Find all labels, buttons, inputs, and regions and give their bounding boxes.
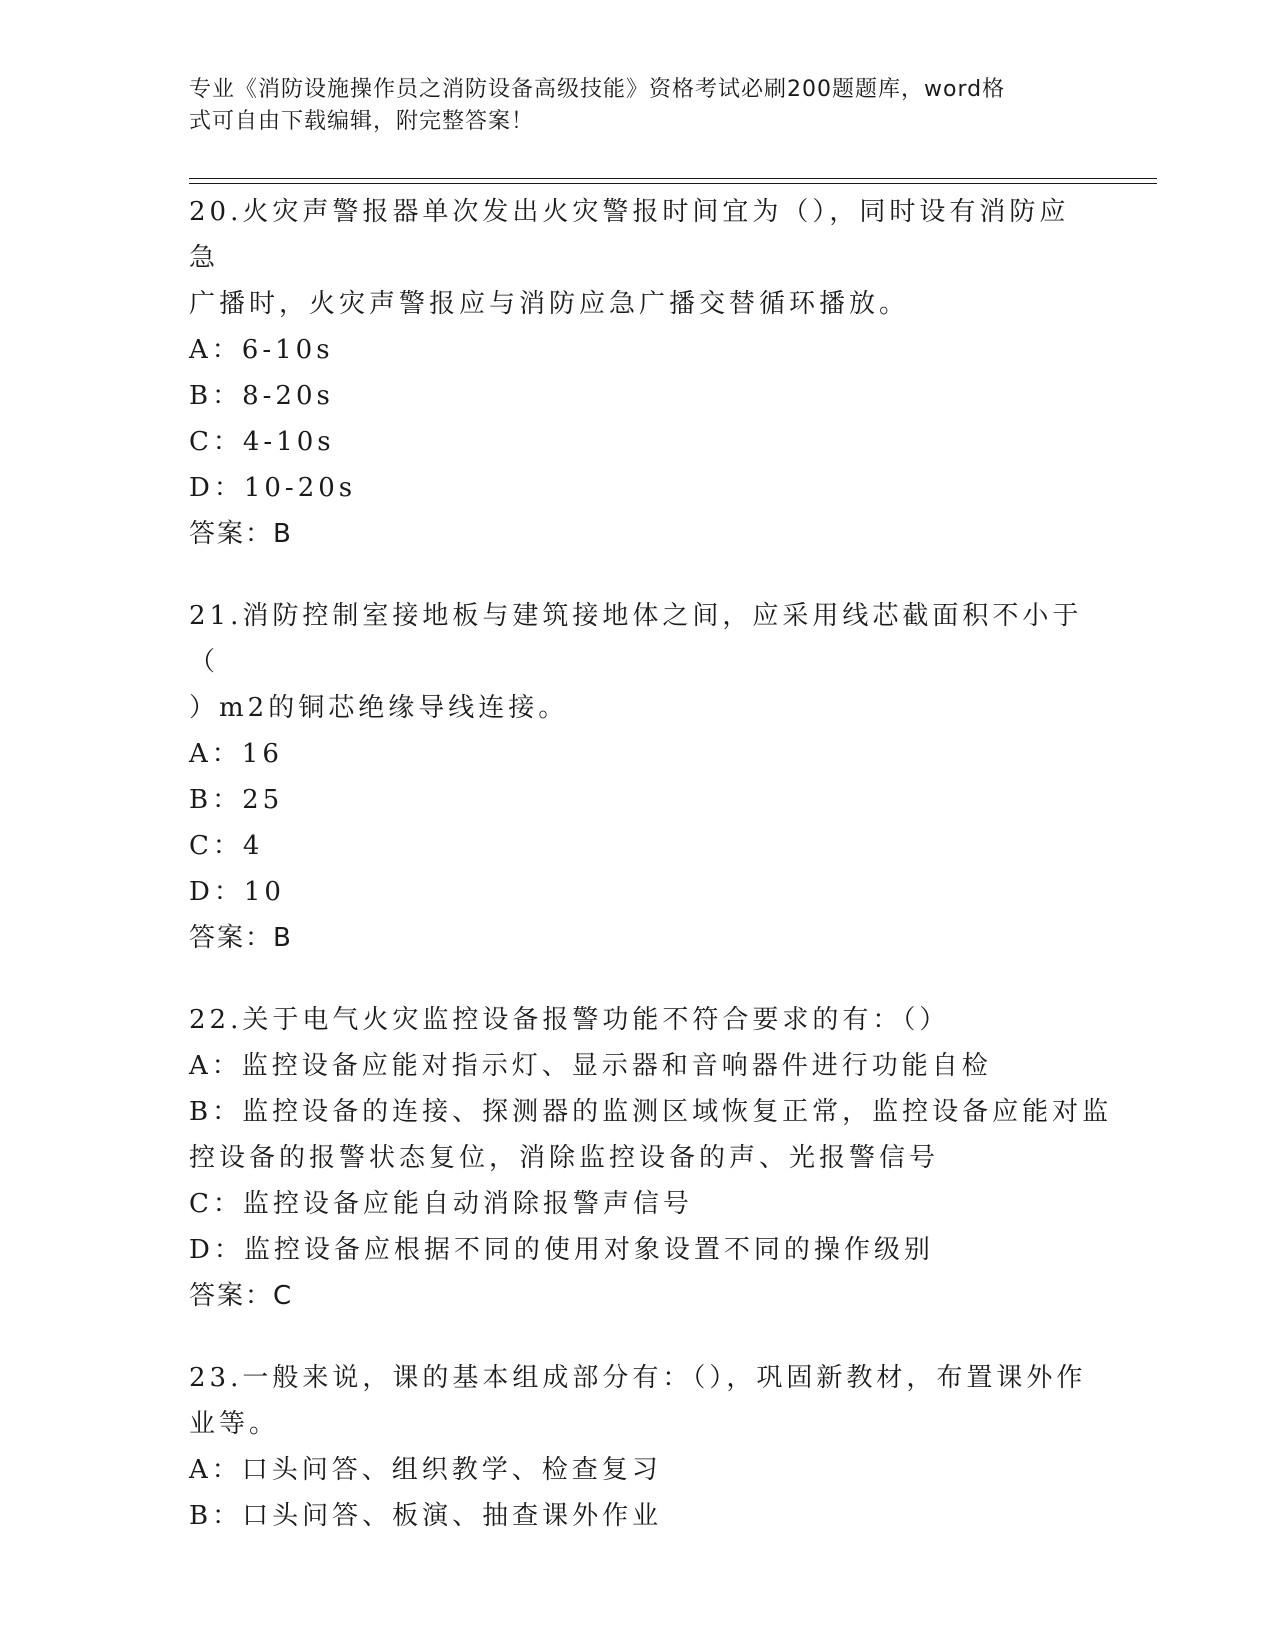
question-22 <box>189 997 1113 1319</box>
stem-line: ）m2的铜芯绝缘导线连接。 <box>189 693 569 723</box>
stem-line: 广播时，火灾声警报应与消防应急广播交替循环播放。 <box>189 289 910 319</box>
question-stem <box>189 189 1089 327</box>
question-list <box>189 189 1113 1575</box>
stem-line: 23.一般来说，课的基本组成部分有：（），巩固新教材，布置课外作 <box>189 1363 1087 1393</box>
header-line-1: 专业《消防设施操作员之消防设备高级技能》资格考试必刷200题题库，word格 <box>189 77 1006 102</box>
stem-line: 22.关于电气火灾监控设备报警功能不符合要求的有：（） <box>189 1005 950 1035</box>
option-d: D：监控设备应根据不同的使用对象设置不同的操作级别 <box>189 1235 934 1265</box>
option-d: D：10 <box>189 877 285 907</box>
question-20 <box>189 189 1089 557</box>
stem-line: 20.火灾声警报器单次发出火灾警报时间宜为（），同时设有消防应急 <box>189 197 1070 273</box>
option-d: D：10-20s <box>189 473 357 503</box>
option-a: A：监控设备应能对指示灯、显示器和音响器件进行功能自检 <box>189 1051 992 1081</box>
question-stem <box>189 593 1089 731</box>
option-c: C：4-10s <box>189 427 335 457</box>
option-c: C：监控设备应能自动消除报警声信号 <box>189 1189 693 1219</box>
answer-text: 答案：C <box>189 1281 294 1311</box>
option-a: A：6-10s <box>189 335 334 365</box>
option-b-continued: 控设备的报警状态复位，消除监控设备的声、光报警信号 <box>189 1143 940 1173</box>
option-b: B：8-20s <box>189 381 334 411</box>
option-b: B：25 <box>189 785 284 815</box>
stem-line: 21.消防控制室接地板与建筑接地体之间，应采用线芯截面积不小于（ <box>189 601 1083 677</box>
option-b: B：监控设备的连接、探测器的监测区域恢复正常，监控设备应能对监 <box>189 1097 1113 1127</box>
answer-text: 答案：B <box>189 519 293 549</box>
option-b: B：口头问答、板演、抽查课外作业 <box>189 1501 663 1531</box>
option-a: A：口头问答、组织教学、检查复习 <box>189 1455 662 1485</box>
stem-line: 业等。 <box>189 1409 280 1439</box>
option-a: A：16 <box>189 739 283 769</box>
answer-text: 答案：B <box>189 923 293 953</box>
header-divider-bottom <box>189 183 1157 184</box>
header-divider-top <box>189 178 1157 179</box>
question-stem <box>189 1355 1089 1447</box>
document-header <box>189 74 1089 138</box>
header-line-2: 式可自由下载编辑，附完整答案！ <box>189 109 535 134</box>
question-21 <box>189 593 1089 961</box>
question-stem <box>189 997 1089 1043</box>
question-23 <box>189 1355 1089 1539</box>
option-c: C：4 <box>189 831 264 861</box>
